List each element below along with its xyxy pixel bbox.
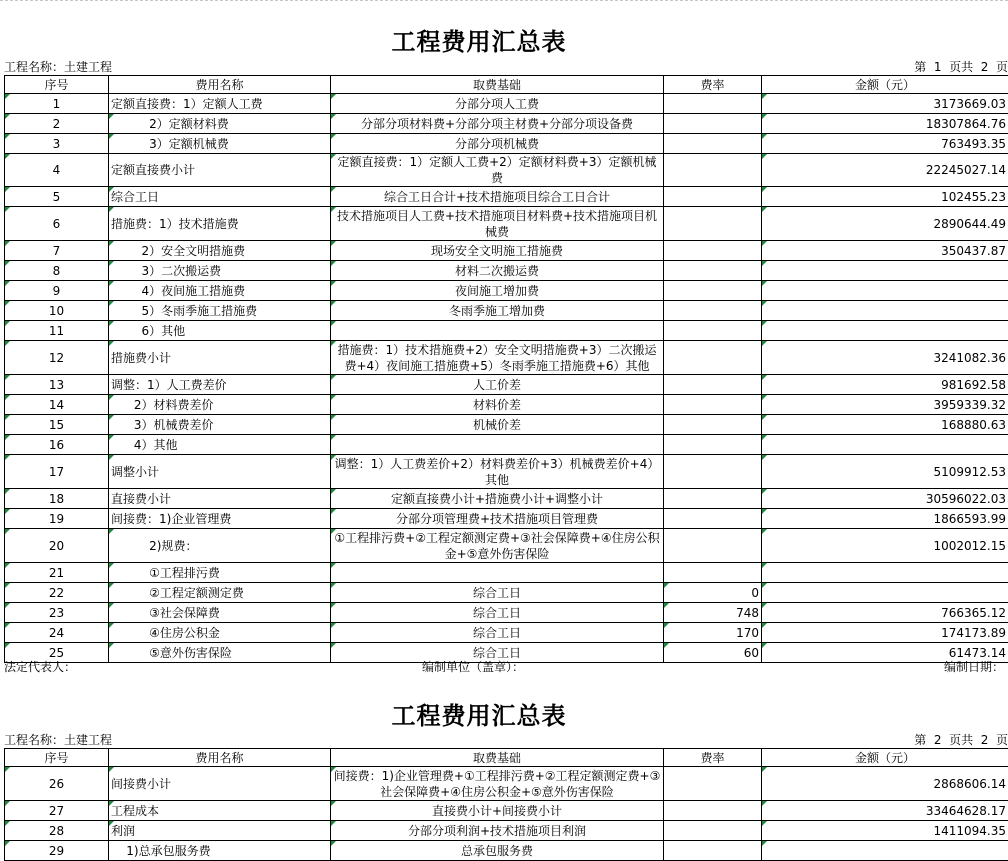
row-number-cell[interactable]: 1 <box>5 94 109 114</box>
fee-name-cell[interactable]: 5）冬雨季施工措施费 <box>109 301 331 321</box>
rate-cell[interactable] <box>664 375 762 395</box>
basis-cell[interactable]: 现场安全文明施工措施费 <box>331 241 664 261</box>
fee-name-cell[interactable]: 4）其他 <box>109 435 331 455</box>
amount-cell[interactable] <box>762 563 1008 583</box>
basis-cell[interactable]: 调整：1）人工费差价+2）材料费差价+3）机械费差价+4）其他 <box>331 455 664 489</box>
sheet-top-border <box>0 0 1008 1</box>
rate-cell[interactable] <box>664 321 762 341</box>
row-number-cell[interactable]: 25 <box>5 643 109 663</box>
table-row <box>5 603 1008 623</box>
header-amount[interactable]: 金额（元） <box>762 749 1008 767</box>
amount-cell[interactable] <box>762 321 1008 341</box>
row-number-cell[interactable]: 26 <box>5 767 109 801</box>
table-row <box>5 529 1008 563</box>
row-number-cell[interactable]: 17 <box>5 455 109 489</box>
rate-cell[interactable] <box>664 821 762 841</box>
fee-name-cell[interactable]: 利润 <box>109 821 331 841</box>
row-number-cell[interactable]: 20 <box>5 529 109 563</box>
basis-cell[interactable]: 直接费小计+间接费小计 <box>331 801 664 821</box>
amount-cell[interactable]: 1411094.35 <box>762 821 1008 841</box>
basis-cell[interactable]: 夜间施工增加费 <box>331 281 664 301</box>
fee-name-cell[interactable]: 调整小计 <box>109 455 331 489</box>
rate-cell[interactable] <box>664 529 762 563</box>
basis-cell[interactable]: 综合工日合计+技术措施项目综合工日合计 <box>331 187 664 207</box>
row-number-cell[interactable]: 29 <box>5 841 109 861</box>
row-number-cell[interactable]: 8 <box>5 261 109 281</box>
fee-name-cell[interactable]: ③社会保障费 <box>109 603 331 623</box>
fee-name-cell[interactable]: 间接费小计 <box>109 767 331 801</box>
basis-cell[interactable]: 措施费：1）技术措施费+2）安全文明措施费+3）二次搬运费+4）夜间施工措施费+5）冬雨季施工措施费+6）其他 <box>331 341 664 375</box>
amount-cell[interactable]: 766365.12 <box>762 603 1008 623</box>
table-row <box>5 301 1008 321</box>
row-number-cell[interactable]: 15 <box>5 415 109 435</box>
amount-cell[interactable] <box>762 261 1008 281</box>
row-number-cell[interactable]: 19 <box>5 509 109 529</box>
fee-name-cell[interactable]: 调整：1）人工费差价 <box>109 375 331 395</box>
basis-cell[interactable]: 综合工日 <box>331 583 664 603</box>
header-rate[interactable]: 费率 <box>664 76 762 94</box>
table-row <box>5 801 1008 821</box>
row-number-cell[interactable]: 9 <box>5 281 109 301</box>
rate-cell[interactable] <box>664 489 762 509</box>
basis-cell[interactable]: 材料价差 <box>331 395 664 415</box>
table-row <box>5 395 1008 415</box>
page-2-project-name: 工程名称：土建工程 <box>4 731 112 748</box>
header-amount[interactable]: 金额（元） <box>762 76 1008 94</box>
amount-cell[interactable]: 174173.89 <box>762 623 1008 643</box>
table-row <box>5 154 1008 187</box>
table-row <box>5 341 1008 375</box>
header-name[interactable]: 费用名称 <box>109 749 331 767</box>
header-name[interactable]: 费用名称 <box>109 76 331 94</box>
footer-legal-rep: 法定代表人： <box>4 658 76 675</box>
amount-cell[interactable]: 1002012.15 <box>762 529 1008 563</box>
fee-name-cell[interactable]: 4）夜间施工措施费 <box>109 281 331 301</box>
row-number-cell[interactable]: 12 <box>5 341 109 375</box>
page-1-page-number: 第 1 页共 2 页 <box>914 58 1008 75</box>
basis-cell[interactable]: 间接费：1)企业管理费+①工程排污费+②工程定额测定费+③社会保障费+④住房公积金+⑤意外伤害保险 <box>331 767 664 801</box>
amount-cell[interactable] <box>762 301 1008 321</box>
basis-cell[interactable]: 人工价差 <box>331 375 664 395</box>
header-basis[interactable]: 取费基础 <box>331 76 664 94</box>
rate-cell[interactable] <box>664 187 762 207</box>
amount-cell[interactable]: 5109912.53 <box>762 455 1008 489</box>
amount-cell[interactable]: 61473.14 <box>762 643 1008 663</box>
table-row <box>5 841 1008 861</box>
rate-cell[interactable] <box>664 841 762 861</box>
row-number-cell[interactable]: 24 <box>5 623 109 643</box>
table-row <box>5 134 1008 154</box>
table-row <box>5 114 1008 134</box>
table-row <box>5 375 1008 395</box>
basis-cell[interactable] <box>331 435 664 455</box>
amount-cell[interactable]: 2868606.14 <box>762 767 1008 801</box>
fee-name-cell[interactable]: 工程成本 <box>109 801 331 821</box>
table-header-row <box>5 76 1008 94</box>
fee-name-cell[interactable]: 定额直接费：1）定额人工费 <box>109 94 331 114</box>
basis-cell[interactable]: 综合工日 <box>331 643 664 663</box>
fee-name-cell[interactable]: 间接费：1)企业管理费 <box>109 509 331 529</box>
basis-cell[interactable]: 分部分项管理费+技术措施项目管理费 <box>331 509 664 529</box>
rate-cell[interactable] <box>664 767 762 801</box>
rate-cell[interactable] <box>664 455 762 489</box>
row-number-cell[interactable]: 28 <box>5 821 109 841</box>
fee-name-cell[interactable]: 3）二次搬运费 <box>109 261 331 281</box>
basis-cell[interactable]: 综合工日 <box>331 603 664 623</box>
fee-name-cell[interactable]: ①工程排污费 <box>109 563 331 583</box>
amount-cell[interactable]: 3173669.03 <box>762 94 1008 114</box>
row-number-cell[interactable]: 23 <box>5 603 109 623</box>
basis-cell[interactable]: 分部分项机械费 <box>331 134 664 154</box>
amount-cell[interactable]: 18307864.76 <box>762 114 1008 134</box>
amount-cell[interactable]: 763493.35 <box>762 134 1008 154</box>
table-row <box>5 281 1008 301</box>
amount-cell[interactable]: 1866593.99 <box>762 509 1008 529</box>
row-number-cell[interactable]: 4 <box>5 154 109 187</box>
basis-cell[interactable]: 冬雨季施工增加费 <box>331 301 664 321</box>
rate-cell[interactable] <box>664 395 762 415</box>
basis-cell[interactable] <box>331 321 664 341</box>
fee-name-cell[interactable]: ④住房公积金 <box>109 623 331 643</box>
row-number-cell[interactable]: 13 <box>5 375 109 395</box>
page-2-cost-table <box>4 748 1008 861</box>
rate-cell[interactable]: 60 <box>664 643 762 663</box>
page-1-project-name: 工程名称：土建工程 <box>4 58 112 75</box>
rate-cell[interactable]: 0 <box>664 583 762 603</box>
basis-cell[interactable]: 定额直接费：1）定额人工费+2）定额材料费+3）定额机械费 <box>331 154 664 187</box>
rate-cell[interactable] <box>664 563 762 583</box>
table-row <box>5 623 1008 643</box>
table-row <box>5 321 1008 341</box>
header-no[interactable]: 序号 <box>5 749 109 767</box>
amount-cell[interactable]: 981692.58 <box>762 375 1008 395</box>
table-row <box>5 94 1008 114</box>
footer-compiling-unit: 编制单位（盖章）： <box>422 658 524 675</box>
page-1-title: 工程费用汇总表 <box>0 22 958 57</box>
rate-cell[interactable] <box>664 415 762 435</box>
fee-name-cell[interactable]: 措施费小计 <box>109 341 331 375</box>
row-number-cell[interactable]: 10 <box>5 301 109 321</box>
fee-name-cell[interactable]: 2）材料费差价 <box>109 395 331 415</box>
basis-cell[interactable] <box>331 563 664 583</box>
fee-name-cell[interactable]: ②工程定额测定费 <box>109 583 331 603</box>
footer-compile-date: 编制日期： <box>944 658 1004 675</box>
amount-cell[interactable]: 2890644.49 <box>762 207 1008 241</box>
amount-cell[interactable]: 350437.87 <box>762 241 1008 261</box>
row-number-cell[interactable]: 5 <box>5 187 109 207</box>
table-row <box>5 261 1008 281</box>
table-row <box>5 583 1008 603</box>
row-number-cell[interactable]: 6 <box>5 207 109 241</box>
rate-cell[interactable] <box>664 154 762 187</box>
basis-cell[interactable]: 技术措施项目人工费+技术措施项目材料费+技术措施项目机械费 <box>331 207 664 241</box>
table-header-row <box>5 749 1008 767</box>
fee-name-cell[interactable]: ⑤意外伤害保险 <box>109 643 331 663</box>
rate-cell[interactable] <box>664 341 762 375</box>
amount-cell[interactable] <box>762 281 1008 301</box>
fee-name-cell[interactable]: 2)规费： <box>109 529 331 563</box>
table-row <box>5 187 1008 207</box>
fee-name-cell[interactable]: 3）机械费差价 <box>109 415 331 435</box>
amount-cell[interactable]: 168880.63 <box>762 415 1008 435</box>
rate-cell[interactable] <box>664 207 762 241</box>
fee-name-cell[interactable]: 1)总承包服务费 <box>109 841 331 861</box>
basis-cell[interactable]: 分部分项人工费 <box>331 94 664 114</box>
table-row <box>5 821 1008 841</box>
amount-cell[interactable] <box>762 583 1008 603</box>
rate-cell[interactable] <box>664 509 762 529</box>
fee-name-cell[interactable]: 措施费：1）技术措施费 <box>109 207 331 241</box>
basis-cell[interactable]: 综合工日 <box>331 623 664 643</box>
page-1-table-body <box>5 94 1008 663</box>
page-2-table-body <box>5 767 1008 861</box>
table-row <box>5 241 1008 261</box>
page-2-title: 工程费用汇总表 <box>0 696 958 731</box>
basis-cell[interactable]: 分部分项材料费+分部分项主材费+分部分项设备费 <box>331 114 664 134</box>
page-1-cost-table <box>4 75 1008 663</box>
basis-cell[interactable]: 机械价差 <box>331 415 664 435</box>
page-2-page-number: 第 2 页共 2 页 <box>914 731 1008 748</box>
amount-cell[interactable]: 22245027.14 <box>762 154 1008 187</box>
rate-cell[interactable] <box>664 801 762 821</box>
amount-cell[interactable]: 102455.23 <box>762 187 1008 207</box>
row-number-cell[interactable]: 18 <box>5 489 109 509</box>
fee-name-cell[interactable]: 2）定额材料费 <box>109 114 331 134</box>
fee-name-cell[interactable]: 2）安全文明措施费 <box>109 241 331 261</box>
rate-cell[interactable] <box>664 435 762 455</box>
rate-cell[interactable] <box>664 261 762 281</box>
rate-cell[interactable] <box>664 301 762 321</box>
fee-name-cell[interactable]: 直接费小计 <box>109 489 331 509</box>
basis-cell[interactable]: 总承包服务费 <box>331 841 664 861</box>
table-row <box>5 455 1008 489</box>
rate-cell[interactable] <box>664 134 762 154</box>
rate-cell[interactable] <box>664 114 762 134</box>
rate-cell[interactable] <box>664 281 762 301</box>
amount-cell[interactable] <box>762 841 1008 861</box>
table-row <box>5 435 1008 455</box>
header-no[interactable]: 序号 <box>5 76 109 94</box>
fee-name-cell[interactable]: 综合工日 <box>109 187 331 207</box>
basis-cell[interactable]: 材料二次搬运费 <box>331 261 664 281</box>
row-number-cell[interactable]: 7 <box>5 241 109 261</box>
rate-cell[interactable] <box>664 94 762 114</box>
rate-cell[interactable]: 748 <box>664 603 762 623</box>
row-number-cell[interactable]: 21 <box>5 563 109 583</box>
table-row <box>5 207 1008 241</box>
row-number-cell[interactable]: 14 <box>5 395 109 415</box>
table-row <box>5 563 1008 583</box>
basis-cell[interactable]: ①工程排污费+②工程定额测定费+③社会保障费+④住房公积金+⑤意外伤害保险 <box>331 529 664 563</box>
basis-cell[interactable]: 定额直接费小计+措施费小计+调整小计 <box>331 489 664 509</box>
table-row <box>5 489 1008 509</box>
rate-cell[interactable] <box>664 241 762 261</box>
fee-name-cell[interactable]: 3）定额机械费 <box>109 134 331 154</box>
row-number-cell[interactable]: 11 <box>5 321 109 341</box>
row-number-cell[interactable]: 22 <box>5 583 109 603</box>
fee-name-cell[interactable]: 定额直接费小计 <box>109 154 331 187</box>
header-rate[interactable]: 费率 <box>664 749 762 767</box>
row-number-cell[interactable]: 3 <box>5 134 109 154</box>
table-row <box>5 767 1008 801</box>
row-number-cell[interactable]: 16 <box>5 435 109 455</box>
rate-cell[interactable]: 170 <box>664 623 762 643</box>
amount-cell[interactable]: 33464628.17 <box>762 801 1008 821</box>
row-number-cell[interactable]: 27 <box>5 801 109 821</box>
fee-name-cell[interactable]: 6）其他 <box>109 321 331 341</box>
basis-cell[interactable]: 分部分项利润+技术措施项目利润 <box>331 821 664 841</box>
table-row <box>5 509 1008 529</box>
row-number-cell[interactable]: 2 <box>5 114 109 134</box>
header-basis[interactable]: 取费基础 <box>331 749 664 767</box>
amount-cell[interactable]: 3959339.32 <box>762 395 1008 415</box>
table-row <box>5 415 1008 435</box>
amount-cell[interactable]: 3241082.36 <box>762 341 1008 375</box>
amount-cell[interactable] <box>762 435 1008 455</box>
amount-cell[interactable]: 30596022.03 <box>762 489 1008 509</box>
